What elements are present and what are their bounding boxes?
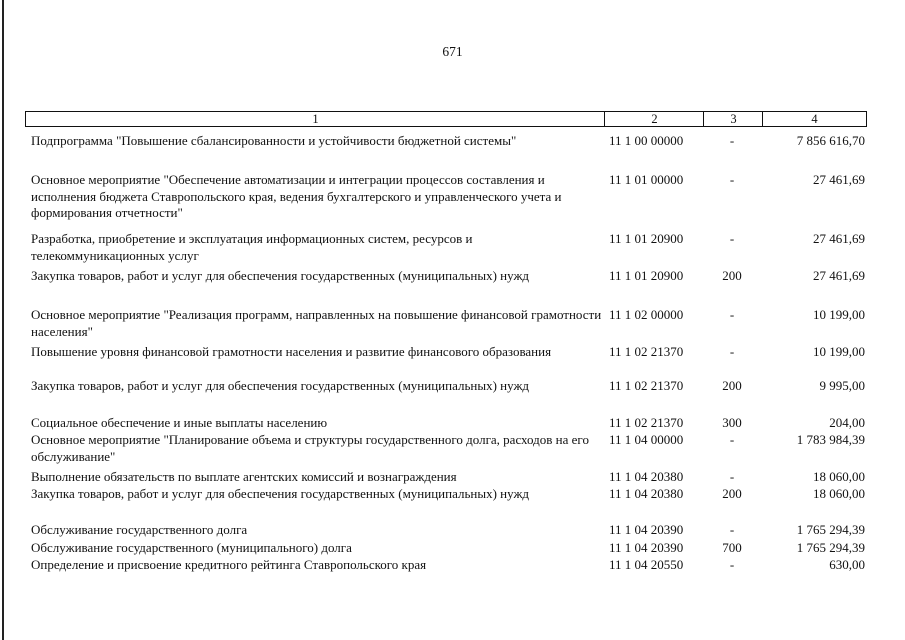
- row-name: Закупка товаров, работ и услуг для обеспечения государственных (муниципальных) нужд: [31, 268, 530, 283]
- row-code: 11 1 01 20900: [609, 268, 684, 283]
- row-amount: 1 765 294,39: [796, 540, 865, 555]
- row-amount: 10 199,00: [813, 307, 865, 322]
- row-type: -: [729, 307, 735, 322]
- row-code: 11 1 02 21370: [609, 378, 684, 393]
- row-name: Социальное обеспечение и иные выплаты населению: [31, 415, 328, 430]
- row-name: Обслуживание государственного долга: [31, 522, 248, 537]
- row-amount: 27 461,69: [813, 268, 865, 283]
- row-name: Определение и присвоение кредитного рейтинга Ставропольского края: [31, 557, 427, 572]
- row-amount: 27 461,69: [813, 231, 865, 246]
- row-type: -: [729, 432, 735, 447]
- row-amount: 18 060,00: [813, 486, 865, 501]
- row-name: Выполнение обязательств по выплате агентских комиссий и вознаграждения: [31, 469, 457, 484]
- row-code: 11 1 04 20380: [609, 486, 684, 501]
- row-code: 11 1 00 00000: [609, 133, 684, 148]
- row-name: Подпрограмма "Повышение сбалансированности и устойчивости бюджетной системы": [31, 133, 517, 148]
- row-name: Основное мероприятие "Реализация программ, направленных на повышение финансовой грамотности населения": [31, 307, 602, 339]
- row-name: Основное мероприятие "Планирование объема и структуры государственного долга, расходов на его обслуживание": [31, 432, 589, 464]
- row-name: Закупка товаров, работ и услуг для обеспечения государственных (муниципальных) нужд: [31, 378, 530, 393]
- row-type: -: [729, 344, 735, 359]
- row-code: 11 1 04 20380: [609, 469, 684, 484]
- row-amount: 1 783 984,39: [796, 432, 865, 447]
- row-code: 11 1 04 20550: [609, 557, 684, 572]
- row-amount: 10 199,00: [813, 344, 865, 359]
- row-type: -: [729, 133, 735, 148]
- row-type: 200: [722, 268, 742, 283]
- header-col-2: 2: [604, 111, 704, 127]
- row-amount: 27 461,69: [813, 172, 865, 187]
- page-number: 671: [442, 44, 463, 59]
- row-code: 11 1 01 20900: [609, 231, 684, 246]
- row-type: -: [729, 231, 735, 246]
- row-name: Основное мероприятие "Обеспечение автоматизации и интеграции процессов составления и исполнения бюджета Ставропольского края, ведения бухгалтерского и управленческого учета и формирования отчетности": [31, 172, 562, 220]
- row-code: 11 1 04 20390: [609, 540, 684, 555]
- row-code: 11 1 02 00000: [609, 307, 684, 322]
- row-amount: 7 856 616,70: [796, 133, 865, 148]
- row-type: 200: [722, 486, 742, 501]
- row-name: Обслуживание государственного (муниципального) долга: [31, 540, 352, 555]
- row-amount: 630,00: [829, 557, 865, 572]
- row-amount: 9 995,00: [819, 378, 865, 393]
- row-type: 200: [722, 378, 742, 393]
- header-col-3: 3: [703, 111, 763, 127]
- row-amount: 1 765 294,39: [796, 522, 865, 537]
- row-type: -: [729, 557, 735, 572]
- row-type: -: [729, 469, 735, 484]
- row-type: -: [729, 522, 735, 537]
- row-type: 300: [722, 415, 742, 430]
- row-code: 11 1 02 21370: [609, 415, 684, 430]
- header-col-1: 1: [25, 111, 605, 127]
- row-type: -: [729, 172, 735, 187]
- row-code: 11 1 02 21370: [609, 344, 684, 359]
- page-left-edge: [2, 0, 4, 640]
- row-code: 11 1 04 00000: [609, 432, 684, 447]
- row-amount: 18 060,00: [813, 469, 865, 484]
- row-amount: 204,00: [829, 415, 865, 430]
- row-name: Разработка, приобретение и эксплуатация информационных систем, ресурсов и телекоммуникационных услуг: [31, 231, 473, 263]
- row-name: Закупка товаров, работ и услуг для обеспечения государственных (муниципальных) нужд: [31, 486, 530, 501]
- row-type: 700: [722, 540, 742, 555]
- row-code: 11 1 01 00000: [609, 172, 684, 187]
- row-name: Повышение уровня финансовой грамотности населения и развитие финансового образования: [31, 344, 552, 359]
- header-col-4: 4: [762, 111, 867, 127]
- row-code: 11 1 04 20390: [609, 522, 684, 537]
